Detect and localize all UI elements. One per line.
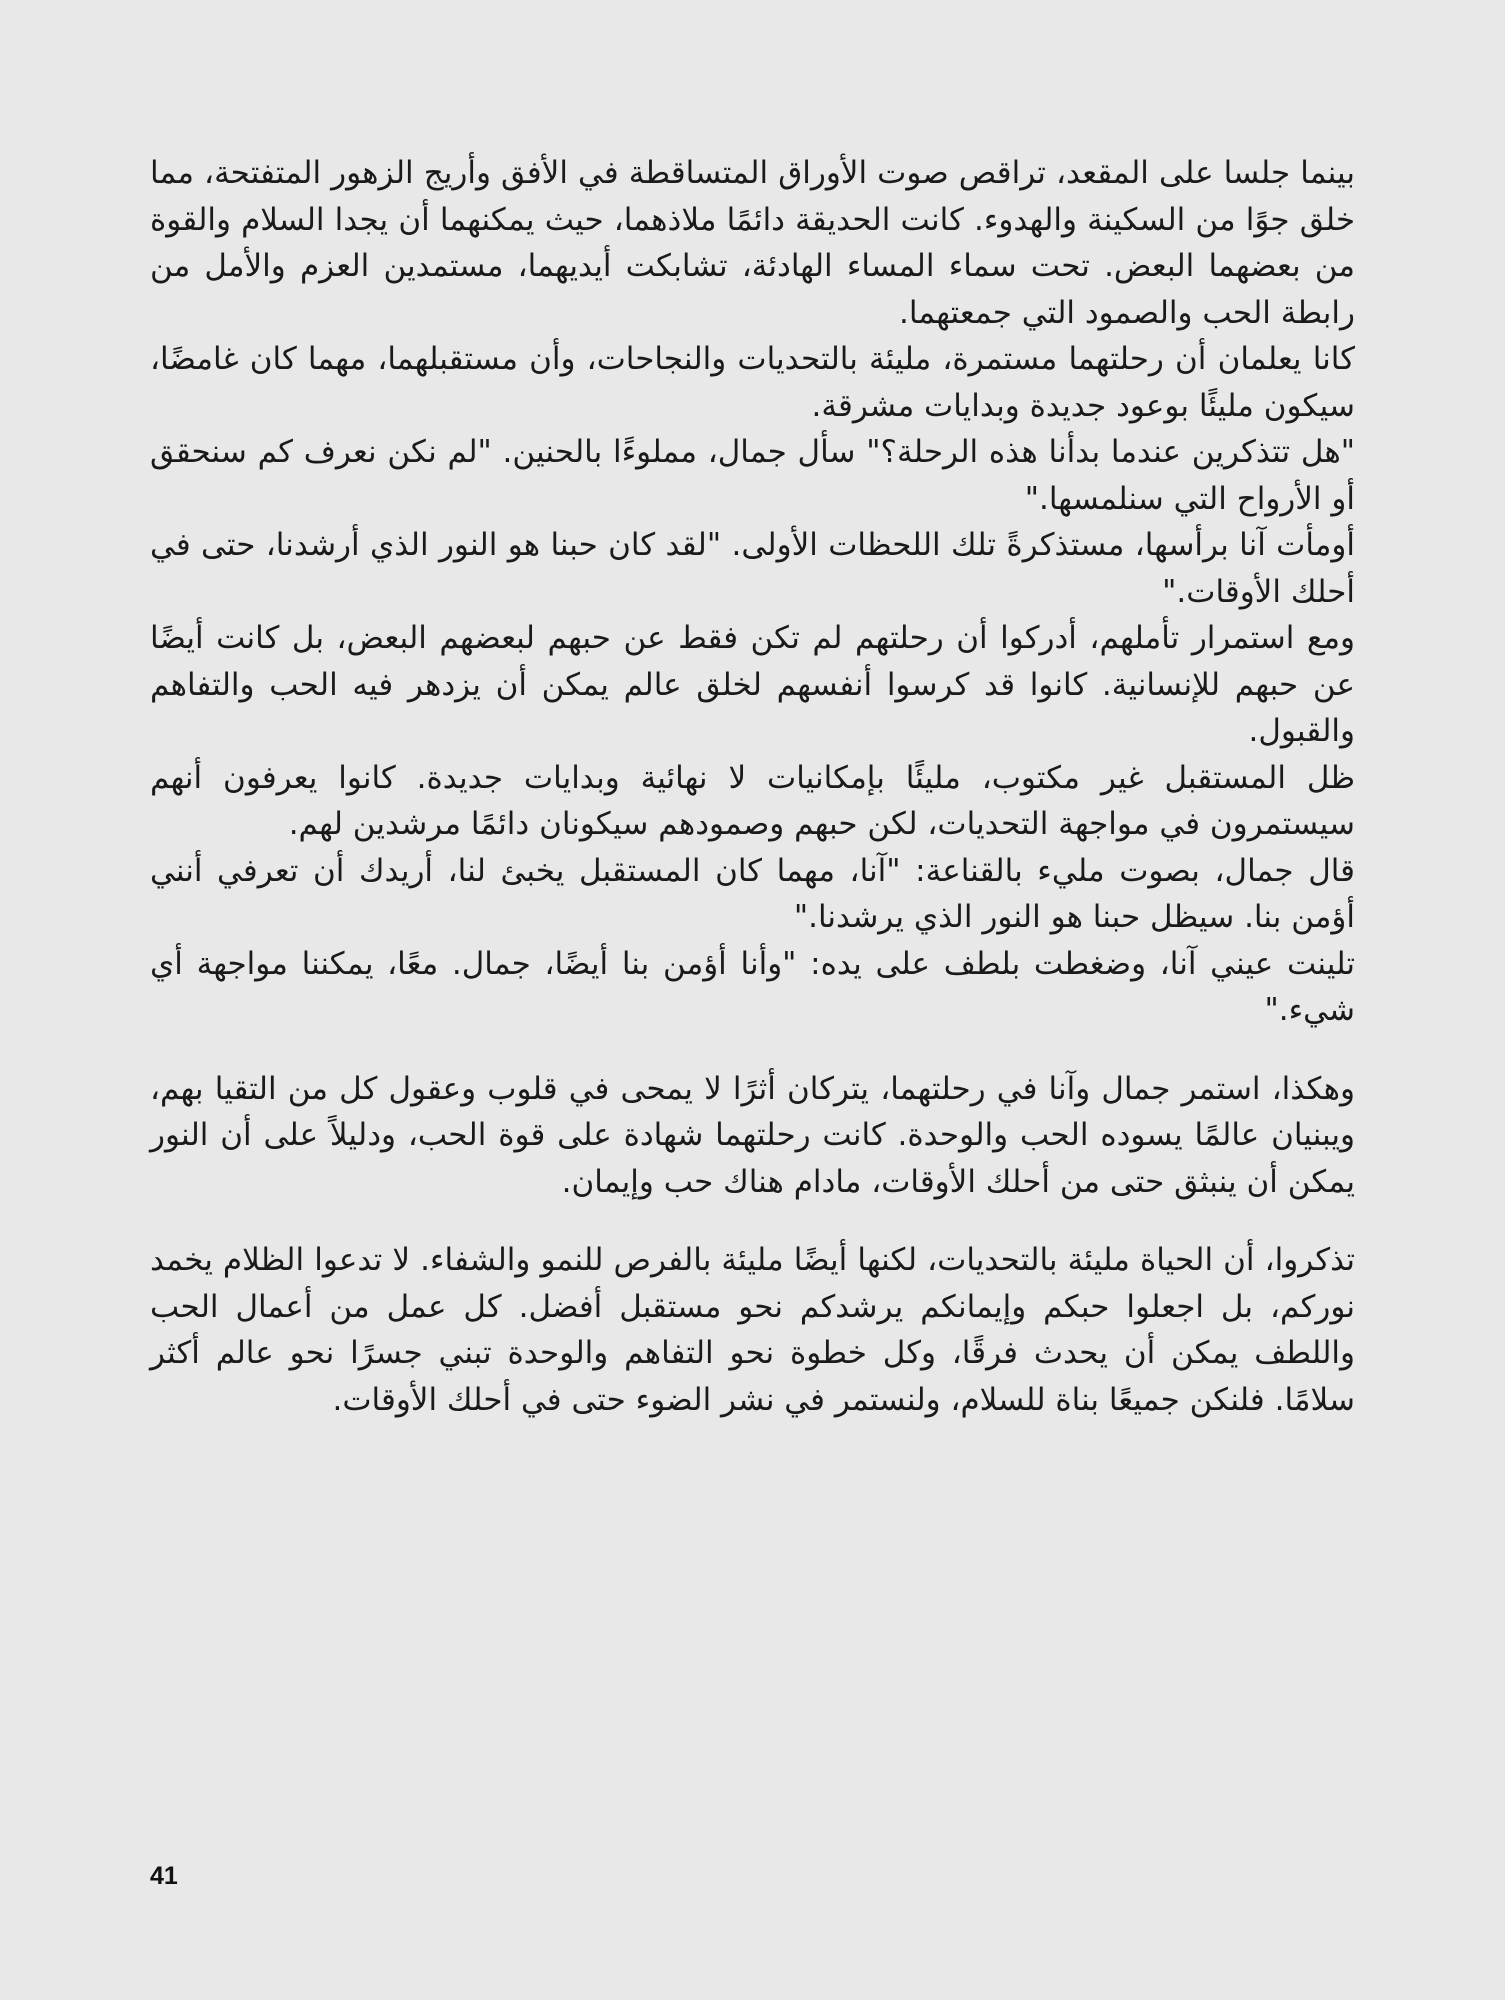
paragraph-closing-message: تذكروا، أن الحياة مليئة بالتحديات، لكنها أيضًا مليئة بالفرص للنمو والشفاء. لا تدعوا الظلام يخمد نوركم، بل اجعلوا حبكم وإيمانكم يرشدكم نحو مستقبل أفضل. كل عمل من أعمال الحب واللطف يمكن أن يحدث فرقًا، وكل خطوة نحو التفاهم والوحدة تبني جسرًا نحو عالم أكثر سلامًا. فلنكن جميعًا بناة للسلام، ولنستمر في نشر الضوء حتى في أحلك الأوقات. (150, 1242, 1355, 1418)
paragraph-unwritten-future: ظل المستقبل غير مكتوب، مليئًا بإمكانيات لا نهائية وبدايات جديدة. كانوا يعرفون أنهم سيستمرون في مواجهة التحديات، لكن حبهم وصمودهم سيكونان دائمًا مرشدين لهم. (150, 759, 1355, 842)
page-number: 41 (150, 1862, 178, 1890)
paragraph-anna-reply: أومأت آنا برأسها، مستذكرةً تلك اللحظات الأولى. "لقد كان حبنا هو النور الذي أرشدنا، حتى في أحلك الأوقات." (150, 527, 1355, 610)
paragraph-reflection: ومع استمرار تأملهم، أدركوا أن رحلتهم لم تكن فقط عن حبهم لبعضهم البعض، بل كانت أيضًا عن حبهم للإنسانية. كانوا قد كرسوا أنفسهم لخلق عالم يمكن أن يزدهر فيه الحب والتفاهم والقبول. (150, 620, 1355, 749)
paragraph-anna-belief: تلينت عيني آنا، وضغطت بلطف على يده: "وأنا أؤمن بنا أيضًا، جمال. معًا، يمكننا مواجهة أي شيء." (150, 945, 1355, 1028)
paragraph-journey-continues: كانا يعلمان أن رحلتهما مستمرة، مليئة بالتحديات والنجاحات، وأن مستقبلهما، مهما كان غامضًا، سيكون مليئًا بوعود جديدة وبدايات مشرقة. (150, 341, 1355, 424)
paragraph-jamal-conviction: قال جمال، بصوت مليء بالقناعة: "آنا، مهما كان المستقبل يخبئ لنا، أريدك أن تعرفي أنني أؤمن بنا. سيظل حبنا هو النور الذي يرشدنا." (150, 852, 1355, 935)
paragraph-jamal-question: "هل تتذكرين عندما بدأنا هذه الرحلة؟" سأل جمال، مملوءًا بالحنين. "لم نكن نعرف كم سنحقق أو الأرواح التي سنلمسها." (150, 434, 1355, 517)
page-body (150, 150, 1355, 1423)
paragraph-conclusion: وهكذا، استمر جمال وآنا في رحلتهما، يتركان أثرًا لا يمحى في قلوب وعقول كل من التقيا بهم، ويبنيان عالمًا يسوده الحب والوحدة. كانت رحلتهما شهادة على قوة الحب، ودليلاً على أن النور يمكن أن ينبثق حتى من أحلك الأوقات، مادام هناك حب وإيمان. (150, 1070, 1355, 1200)
paragraph-garden-scene: بينما جلسا على المقعد، تراقص صوت الأوراق المتساقطة في الأفق وأريج الزهور المتفتحة، مما خلق جوًا من السكينة والهدوء. كانت الحديقة دائمًا ملاذهما، حيث يمكنهما أن يجدا السلام والقوة من بعضهما البعض. تحت سماء المساء الهادئة، تشابكت أيديهما، مستمدين العزم والأمل من رابطة الحب والصمود التي جمعتهما. (150, 155, 1355, 331)
